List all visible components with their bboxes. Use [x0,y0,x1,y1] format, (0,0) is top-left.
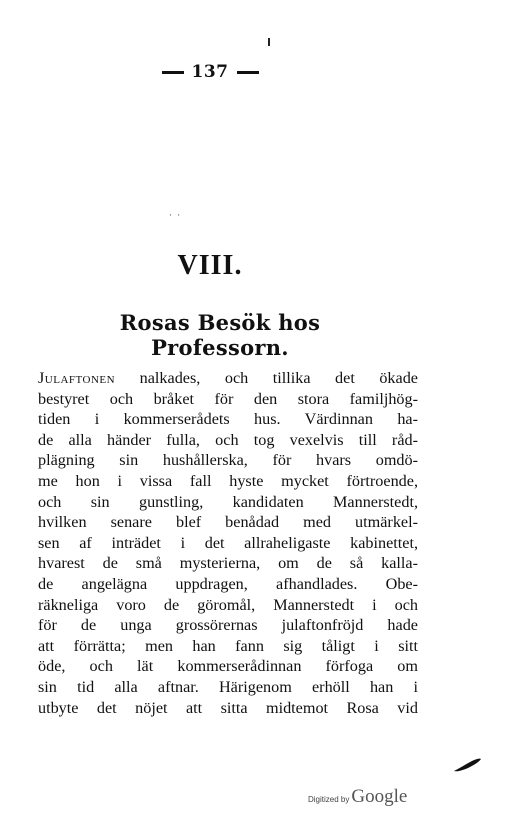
body-text [38,368,418,718]
chapter-numeral: VIII. [177,250,243,281]
text-line: hvilken senare blef benådad med utmärkel- [38,513,418,532]
text-line: de alla händer fulla, och tog vexelvis till råd- [38,430,418,449]
text-line: sen af inträdet i det allraheligaste kabinettet, [38,533,418,552]
text-line: och sin gunstling, kandidaten Mannerstedt, [38,492,418,511]
text-line: me hon i vissa fall hyste mycket förtroende, [38,471,418,490]
header-dash-right [237,71,259,74]
header-dash-left [162,71,184,74]
text-line: plägning sin hushållerska, för hvars omdö- [38,451,418,470]
page-header [0,62,420,82]
text-line: utbyte det nöjet att sitta midtemot Rosa vid [38,698,418,717]
opening-word: Julaftonen [38,369,116,387]
chapter-title: Rosas Besök hos Professorn. [119,310,321,360]
stray-ink-mark [268,38,270,46]
text-line: de angelägna uppdragen, afhandlades. Obe- [38,574,418,593]
google-wordmark: Google [351,786,408,807]
text-line: tiden i kommerserådets hus. Värdinnan ha- [38,410,418,429]
stray-ink-specks: ˙ ˙ [168,214,182,225]
page-number: 137 [191,62,229,82]
text-line: Julaftonen nalkades, och tillika det ökade [38,369,418,387]
digitized-by-label: Digitized by [308,795,350,804]
text-line: att förrätta; men han fann sig tåligt i sitt [38,636,418,655]
ink-blot-icon [452,756,482,774]
text-line: sin tid alla aftnar. Härigenom erhöll han i [38,677,418,696]
text-line: för de unga grossörernas julaftonfröjd hade [38,616,418,635]
text-line: hvarest de små mysterierna, om de så kalla- [38,554,418,573]
digitized-footer [308,786,438,808]
text-line: bestyret och bråket för den stora familjhög- [38,389,418,408]
text-line: räkneliga voro de göromål, Mannerstedt i och [38,595,418,614]
text-line: öde, och lät kommerserådinnan förfoga om [38,657,418,676]
